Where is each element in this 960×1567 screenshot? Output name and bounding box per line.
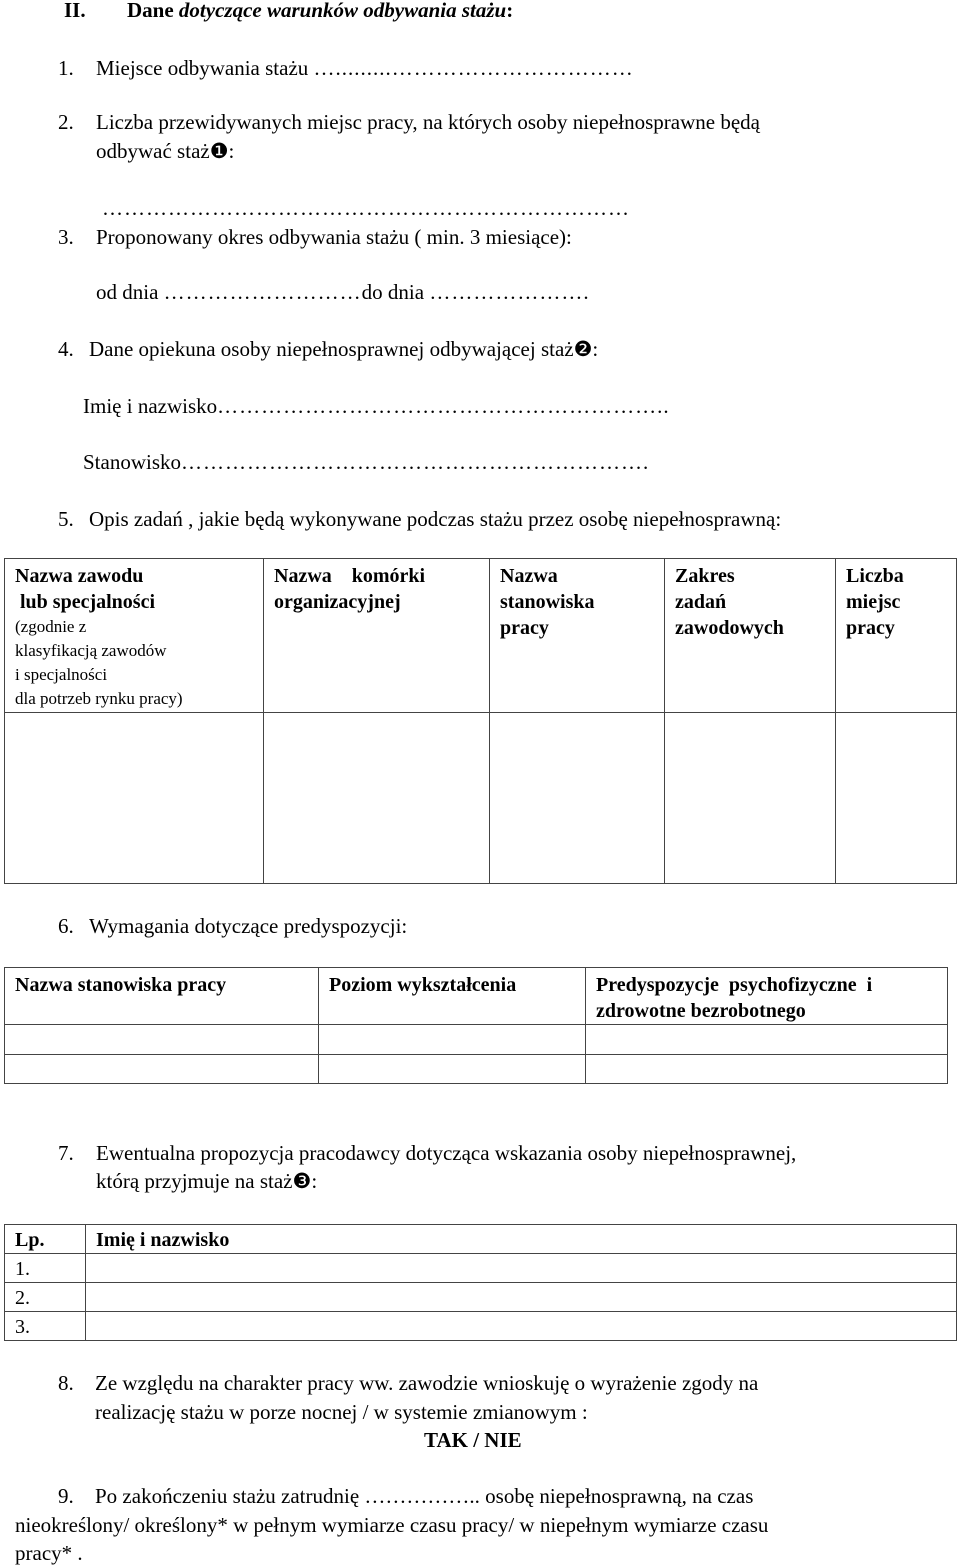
item9-number: 9.	[58, 1484, 74, 1508]
date-from-label: od dnia	[96, 280, 159, 304]
tasks-cell[interactable]	[5, 713, 264, 884]
col-occupation-line2: lub specjalności	[15, 591, 156, 613]
candidates-table-row	[5, 1254, 957, 1283]
item3-text: Proponowany okres odbywania stażu ( min. 3 miesiące):	[96, 225, 572, 249]
tasks-cell[interactable]	[490, 713, 665, 884]
item8-number: 8.	[58, 1371, 74, 1395]
col-unit-line2: organizacyjnej	[274, 591, 401, 613]
req-col-predispositions	[586, 968, 948, 1025]
tasks-col-unit	[264, 559, 490, 713]
section-title-italic: dotyczące warunków odbywania stażu	[178, 0, 507, 22]
requirements-table-row	[5, 1055, 948, 1084]
requirements-table-header	[5, 968, 948, 1025]
col-position-line2: stanowiska	[500, 591, 595, 613]
item4-number: 4.	[58, 337, 74, 361]
tasks-col-occupation	[5, 559, 264, 713]
item1-fill-field[interactable]: ….........……………………………	[313, 56, 634, 80]
item1-label	[96, 54, 634, 82]
tasks-cell[interactable]	[264, 713, 490, 884]
section-title	[127, 0, 513, 24]
item9-line3: pracy* .	[15, 1541, 83, 1565]
section-title-colon: :	[506, 0, 514, 22]
requirements-cell[interactable]	[586, 1025, 948, 1055]
item9-line2: nieokreślony/ określony* w pełnym wymiarze czasu pracy/ w niepełnym wymiarze czasu	[15, 1513, 769, 1537]
requirements-table-row	[5, 1025, 948, 1055]
requirements-table	[4, 967, 948, 1084]
item6-text: Wymagania dotyczące predyspozycji:	[89, 914, 408, 938]
requirements-cell[interactable]	[319, 1055, 586, 1084]
col-unit-line1: Nazwa komórki	[274, 565, 426, 587]
candidates-table	[4, 1224, 957, 1341]
tasks-col-places	[836, 559, 957, 713]
item5-text: Opis zadań , jakie będą wykonywane podczas stażu przez osobę niepełnosprawną:	[89, 507, 782, 531]
cand-col-lp-label: Lp.	[15, 1229, 45, 1251]
cand-row-name-cell[interactable]	[86, 1312, 957, 1341]
col-position-line1: Nazwa	[500, 565, 558, 587]
guardian-position-field[interactable]: ……………………………………………………….	[181, 450, 650, 474]
col-scope-line2: zadań	[675, 591, 727, 613]
tasks-table	[4, 558, 957, 884]
col-scope-line1: Zakres	[675, 565, 735, 587]
guardian-name-field[interactable]: ……………………………………………………..	[217, 394, 670, 418]
cand-row-number-label: 1.	[15, 1258, 30, 1280]
cand-row-number	[5, 1283, 86, 1312]
item6-number: 6.	[58, 914, 74, 938]
tasks-table-row	[5, 713, 957, 884]
section-number: II.	[64, 0, 86, 22]
tasks-cell[interactable]	[665, 713, 836, 884]
cand-row-number	[5, 1254, 86, 1283]
item2-fill-field[interactable]: ………………………………………………………………	[102, 196, 630, 220]
section-title-bold: Dane	[127, 0, 179, 22]
req-col-education	[319, 968, 586, 1025]
req-col-position	[5, 968, 319, 1025]
item4-text: Dane opiekuna osoby niepełnosprawnej odbywającej staż❷:	[89, 337, 599, 361]
guardian-position-row	[83, 448, 649, 476]
tasks-col-position	[490, 559, 665, 713]
cand-col-name	[86, 1225, 957, 1254]
item7-number: 7.	[58, 1141, 74, 1165]
req-col-education-label: Poziom wykształcenia	[329, 974, 517, 996]
cand-row-number	[5, 1312, 86, 1341]
req-col-predispositions-line1: Predyspozycje psychofizyczne i	[596, 974, 873, 996]
tasks-cell[interactable]	[836, 713, 957, 884]
col-places-line2: miejsc	[846, 591, 901, 613]
requirements-cell[interactable]	[319, 1025, 586, 1055]
item9-line1: Po zakończeniu stażu zatrudnię …………….. osobę niepełnosprawną, na czas	[95, 1484, 754, 1508]
item2-number: 2.	[58, 110, 74, 134]
item5-number: 5.	[58, 507, 74, 531]
date-to-field[interactable]: ………………….	[429, 280, 590, 304]
item7-line2: którą przyjmuje na staż❸:	[96, 1169, 318, 1193]
requirements-cell[interactable]	[586, 1055, 948, 1084]
col-occupation-note2: klasyfikacją zawodów	[15, 641, 167, 660]
req-col-position-label: Nazwa stanowiska pracy	[15, 974, 227, 996]
req-col-predispositions-line2: zdrowotne bezrobotnego	[596, 1000, 806, 1022]
candidates-table-row	[5, 1312, 957, 1341]
item7-line1: Ewentualna propozycja pracodawcy dotycząca wskazania osoby niepełnosprawnej,	[96, 1141, 797, 1165]
item1-text: Miejsce odbywania stażu	[96, 56, 309, 80]
col-places-line1: Liczba	[846, 565, 904, 587]
date-to-label: do dnia	[361, 280, 425, 304]
requirements-cell[interactable]	[5, 1025, 319, 1055]
col-scope-line3: zawodowych	[675, 617, 784, 639]
item8-answer-choice[interactable]: TAK / NIE	[424, 1428, 522, 1452]
cand-row-name-cell[interactable]	[86, 1283, 957, 1312]
candidates-table-row	[5, 1283, 957, 1312]
col-position-line3: pracy	[500, 617, 549, 639]
guardian-name-label: Imię i nazwisko	[83, 394, 218, 418]
col-occupation-note1: (zgodnie z	[15, 617, 87, 636]
item8-line1: Ze względu na charakter pracy ww. zawodzie wnioskuję o wyrażenie zgody na	[95, 1371, 759, 1395]
cand-col-lp	[5, 1225, 86, 1254]
cand-col-name-label: Imię i nazwisko	[96, 1229, 230, 1251]
guardian-name-row	[83, 392, 670, 420]
date-from-field[interactable]: ………………………	[163, 280, 362, 304]
cand-row-number-label: 2.	[15, 1287, 30, 1309]
col-occupation-note4: dla potrzeb rynku pracy)	[15, 689, 183, 708]
item2-line2: odbywać staż❶:	[96, 139, 235, 163]
tasks-table-header	[5, 559, 957, 713]
col-occupation-line1: Nazwa zawodu	[15, 565, 144, 587]
cand-row-name-cell[interactable]	[86, 1254, 957, 1283]
item3-number: 3.	[58, 225, 74, 249]
guardian-position-label: Stanowisko	[83, 450, 182, 474]
requirements-cell[interactable]	[5, 1055, 319, 1084]
col-occupation-note3: i specjalności	[15, 665, 108, 684]
col-places-line3: pracy	[846, 617, 895, 639]
item8-line2: realizację stażu w porze nocnej / w systemie zmianowym :	[95, 1400, 588, 1424]
cand-row-number-label: 3.	[15, 1316, 30, 1338]
item1-number: 1.	[58, 56, 74, 80]
item3-dates	[96, 278, 590, 306]
tasks-col-scope	[665, 559, 836, 713]
item2-line1: Liczba przewidywanych miejsc pracy, na których osoby niepełnosprawne będą	[96, 110, 760, 134]
candidates-table-header	[5, 1225, 957, 1254]
